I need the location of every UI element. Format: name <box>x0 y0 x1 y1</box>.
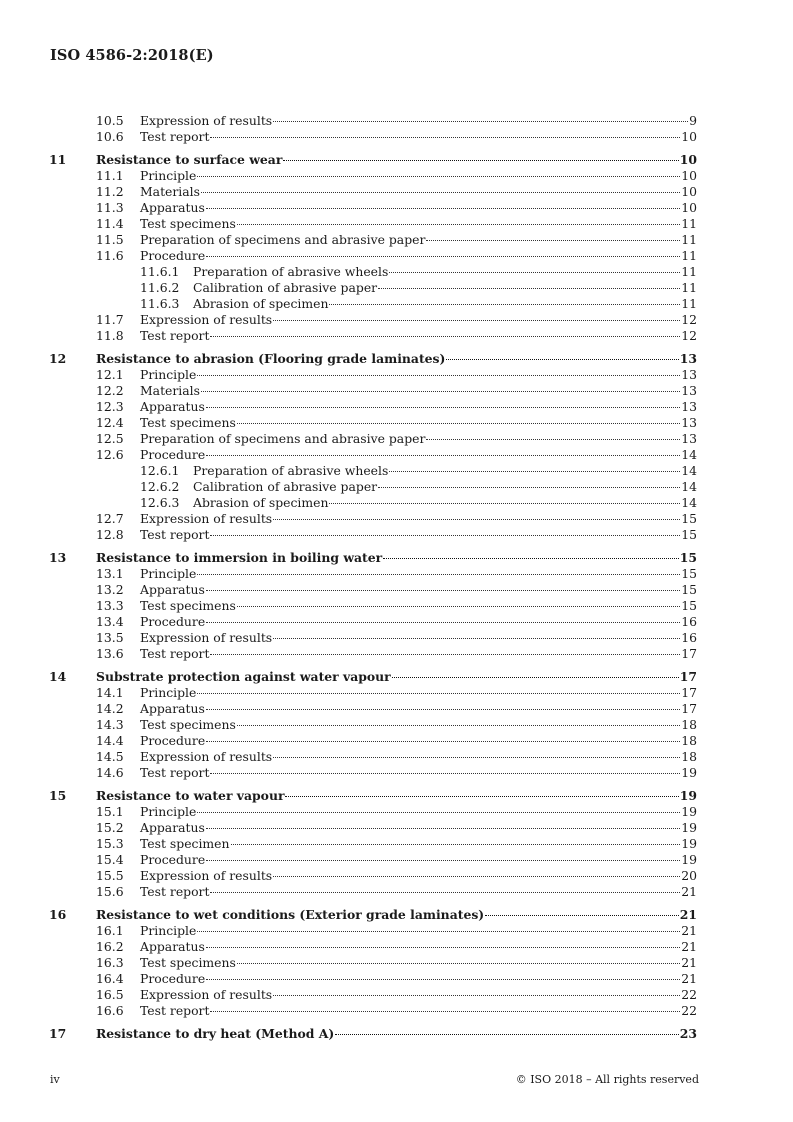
toc-entry-page: 14 <box>681 495 697 510</box>
toc-entry-number: 14.2 <box>96 701 124 716</box>
dot-leader <box>206 208 680 209</box>
toc-subclause-entry[interactable] <box>0 630 793 646</box>
toc-entry-title: Expression of results <box>140 511 273 526</box>
dot-leader <box>197 931 680 932</box>
toc-entry-number: 14.4 <box>96 733 124 748</box>
toc-subclause-entry[interactable] <box>0 971 793 987</box>
toc-entry-page: 19 <box>681 836 697 851</box>
toc-entry-title: Abrasion of specimen <box>193 296 329 311</box>
toc-entry-number: 11.4 <box>96 216 124 231</box>
toc-entry-number: 11.6.3 <box>140 296 180 311</box>
toc-entry-number: 12 <box>49 351 67 366</box>
toc-entry-title: Procedure <box>140 248 206 263</box>
toc-entry-title: Expression of results <box>140 113 273 128</box>
toc-entry-title: Principle <box>140 685 197 700</box>
toc-entry-title: Test report <box>140 646 210 661</box>
toc-subsubclause-entry[interactable] <box>0 296 793 312</box>
toc-entry-number: 13.4 <box>96 614 124 629</box>
dot-leader <box>335 1034 679 1035</box>
toc-subclause-entry[interactable] <box>0 415 793 431</box>
toc-subclause-entry[interactable] <box>0 852 793 868</box>
toc-entry-page: 22 <box>681 1003 697 1018</box>
dot-leader <box>206 860 680 861</box>
toc-entry-number: 10.5 <box>96 113 124 128</box>
toc-entry-page: 15 <box>681 582 697 597</box>
toc-entry-title: Test specimens <box>140 216 236 231</box>
toc-subclause-entry[interactable] <box>0 685 793 701</box>
toc-entry-title: Resistance to dry heat (Method A) <box>96 1026 335 1041</box>
dot-leader <box>197 574 680 575</box>
toc-entry-page: 21 <box>681 923 697 938</box>
toc-entry-number: 12.3 <box>96 399 124 414</box>
toc-clause-entry[interactable] <box>0 550 793 566</box>
toc-entry-title: Expression of results <box>140 987 273 1002</box>
toc-entry-number: 12.6.3 <box>140 495 180 510</box>
toc-subclause-entry[interactable] <box>0 614 793 630</box>
toc-entry-title: Test report <box>140 129 210 144</box>
toc-entry-number: 12.4 <box>96 415 124 430</box>
toc-entry-title: Test specimen <box>140 836 230 851</box>
toc-subclause-entry[interactable] <box>0 248 793 264</box>
toc-entry-page: 17 <box>681 685 697 700</box>
toc-entry-title: Principle <box>140 168 197 183</box>
toc-subsubclause-entry[interactable] <box>0 463 793 479</box>
toc-entry-page: 20 <box>681 868 697 883</box>
toc-entry-page: 11 <box>681 296 697 311</box>
toc-entry-title: Procedure <box>140 852 206 867</box>
toc-entry-title: Test report <box>140 527 210 542</box>
dot-leader <box>231 844 681 845</box>
page-footer <box>50 1072 699 1088</box>
toc-entry-page: 15 <box>679 550 697 565</box>
dot-leader <box>210 336 680 337</box>
dot-leader <box>273 757 680 758</box>
dot-leader <box>392 677 679 678</box>
toc-entry-number: 15.5 <box>96 868 124 883</box>
toc-entry-page: 11 <box>681 216 697 231</box>
toc-entry-number: 15.4 <box>96 852 124 867</box>
toc-entry-title: Calibration of abrasive paper <box>193 479 378 494</box>
toc-entry-title: Principle <box>140 923 197 938</box>
dot-leader <box>237 725 680 726</box>
toc-entry-page: 11 <box>681 264 697 279</box>
toc-entry-page: 21 <box>681 884 697 899</box>
toc-entry-page: 21 <box>681 955 697 970</box>
toc-entry-page: 19 <box>681 820 697 835</box>
toc-subclause-entry[interactable] <box>0 923 793 939</box>
toc-subclause-entry[interactable] <box>0 717 793 733</box>
toc-entry-number: 14.3 <box>96 717 124 732</box>
dot-leader <box>206 455 680 456</box>
toc-subclause-entry[interactable] <box>0 511 793 527</box>
toc-subclause-entry[interactable] <box>0 987 793 1003</box>
toc-entry-title: Preparation of abrasive wheels <box>193 264 389 279</box>
toc-subclause-entry[interactable] <box>0 868 793 884</box>
toc-entry-title: Preparation of specimens and abrasive paper <box>140 232 426 247</box>
dot-leader <box>210 137 680 138</box>
toc-entry-number: 11 <box>49 152 67 167</box>
toc-subclause-entry[interactable] <box>0 701 793 717</box>
toc-clause-entry[interactable] <box>0 907 793 923</box>
dot-leader <box>273 995 680 996</box>
toc-subclause-entry[interactable] <box>0 129 793 145</box>
dot-leader <box>206 947 680 948</box>
toc-entry-number: 11.7 <box>96 312 124 327</box>
toc-clause-entry[interactable] <box>0 351 793 367</box>
toc-entry-page: 10 <box>681 129 697 144</box>
toc-entry-number: 11.5 <box>96 232 124 247</box>
toc-entry-page: 15 <box>681 598 697 613</box>
toc-entry-title: Materials <box>140 383 200 398</box>
toc-entry-page: 19 <box>679 788 697 803</box>
document-id-header: ISO 4586-2:2018(E) <box>50 47 214 64</box>
toc-subclause-entry[interactable] <box>0 836 793 852</box>
dot-leader <box>273 320 680 321</box>
toc-subclause-entry[interactable] <box>0 216 793 232</box>
dot-leader <box>285 796 678 797</box>
toc-entry-number: 11.6.2 <box>140 280 180 295</box>
toc-entry-number: 14.1 <box>96 685 124 700</box>
toc-entry-page: 18 <box>681 717 697 732</box>
toc-entry-title: Apparatus <box>140 399 205 414</box>
toc-subclause-entry[interactable] <box>0 447 793 463</box>
toc-entry-number: 12.2 <box>96 383 124 398</box>
toc-subclause-entry[interactable] <box>0 955 793 971</box>
toc-entry-title: Procedure <box>140 447 206 462</box>
toc-entry-number: 13.1 <box>96 566 124 581</box>
dot-leader <box>210 654 680 655</box>
toc-subsubclause-entry[interactable] <box>0 264 793 280</box>
dot-leader <box>273 121 688 122</box>
toc-subclause-entry[interactable] <box>0 733 793 749</box>
toc-subclause-entry[interactable] <box>0 1003 793 1019</box>
toc-entry-page: 9 <box>689 113 697 128</box>
dot-leader <box>329 304 680 305</box>
toc-entry-page: 10 <box>681 184 697 199</box>
dot-leader <box>197 375 680 376</box>
dot-leader <box>210 535 680 536</box>
dot-leader <box>210 1011 680 1012</box>
dot-leader <box>273 519 680 520</box>
toc-entry-number: 12.8 <box>96 527 124 542</box>
toc-entry-title: Procedure <box>140 971 206 986</box>
dot-leader <box>237 963 680 964</box>
dot-leader <box>273 876 680 877</box>
dot-leader <box>206 256 680 257</box>
toc-entry-page: 13 <box>681 415 697 430</box>
dot-leader <box>389 471 680 472</box>
toc-subclause-entry[interactable] <box>0 765 793 781</box>
toc-subclause-entry[interactable] <box>0 113 793 129</box>
toc-entry-number: 13.2 <box>96 582 124 597</box>
dot-leader <box>426 439 680 440</box>
toc-entry-title: Principle <box>140 566 197 581</box>
toc-entry-number: 16.5 <box>96 987 124 1002</box>
toc-entry-page: 17 <box>679 669 697 684</box>
dot-leader <box>197 812 680 813</box>
page-number: iv <box>50 1073 60 1086</box>
dot-leader <box>237 606 680 607</box>
toc-entry-title: Preparation of specimens and abrasive paper <box>140 431 426 446</box>
dot-leader <box>237 224 680 225</box>
toc-entry-number: 14.6 <box>96 765 124 780</box>
toc-subclause-entry[interactable] <box>0 399 793 415</box>
toc-entry-title: Abrasion of specimen <box>193 495 329 510</box>
dot-leader <box>329 503 680 504</box>
toc-entry-page: 14 <box>681 447 697 462</box>
toc-entry-number: 16.3 <box>96 955 124 970</box>
dot-leader <box>446 359 678 360</box>
toc-entry-page: 10 <box>679 152 697 167</box>
toc-entry-title: Procedure <box>140 614 206 629</box>
toc-clause-entry[interactable] <box>0 1026 793 1042</box>
toc-entry-number: 11.3 <box>96 200 124 215</box>
dot-leader <box>383 558 679 559</box>
toc-entry-page: 13 <box>679 351 697 366</box>
dot-leader <box>206 741 680 742</box>
dot-leader <box>237 423 680 424</box>
toc-entry-number: 13.5 <box>96 630 124 645</box>
toc-entry-page: 14 <box>681 463 697 478</box>
toc-entry-page: 18 <box>681 749 697 764</box>
toc-entry-number: 12.7 <box>96 511 124 526</box>
toc-entry-title: Apparatus <box>140 820 205 835</box>
toc-entry-title: Test specimens <box>140 717 236 732</box>
toc-entry-number: 11.8 <box>96 328 124 343</box>
toc-subclause-entry[interactable] <box>0 749 793 765</box>
toc-entry-number: 12.6 <box>96 447 124 462</box>
toc-entry-page: 16 <box>681 630 697 645</box>
toc-clause-entry[interactable] <box>0 152 793 168</box>
toc-subclause-entry[interactable] <box>0 884 793 900</box>
dot-leader <box>206 590 680 591</box>
toc-entry-page: 14 <box>681 479 697 494</box>
toc-entry-title: Test report <box>140 328 210 343</box>
toc-subclause-entry[interactable] <box>0 367 793 383</box>
toc-entry-page: 12 <box>681 312 697 327</box>
dot-leader <box>426 240 680 241</box>
toc-entry-title: Principle <box>140 367 197 382</box>
toc-entry-number: 15 <box>49 788 67 803</box>
toc-entry-page: 19 <box>681 804 697 819</box>
toc-subclause-entry[interactable] <box>0 328 793 344</box>
table-of-contents <box>0 113 793 1042</box>
toc-subclause-entry[interactable] <box>0 804 793 820</box>
dot-leader <box>206 407 680 408</box>
toc-entry-page: 15 <box>681 566 697 581</box>
toc-subclause-entry[interactable] <box>0 232 793 248</box>
toc-entry-title: Principle <box>140 804 197 819</box>
dot-leader <box>197 693 680 694</box>
dot-leader <box>273 638 680 639</box>
dot-leader <box>378 288 680 289</box>
toc-entry-number: 16.1 <box>96 923 124 938</box>
toc-entry-number: 15.1 <box>96 804 124 819</box>
toc-entry-number: 15.6 <box>96 884 124 899</box>
toc-entry-page: 21 <box>679 907 697 922</box>
toc-subclause-entry[interactable] <box>0 200 793 216</box>
toc-entry-page: 12 <box>681 328 697 343</box>
toc-entry-page: 21 <box>681 939 697 954</box>
toc-entry-title: Resistance to immersion in boiling water <box>96 550 383 565</box>
toc-entry-number: 17 <box>49 1026 67 1041</box>
toc-entry-page: 18 <box>681 733 697 748</box>
dot-leader <box>378 487 680 488</box>
toc-entry-title: Expression of results <box>140 749 273 764</box>
toc-entry-number: 11.6 <box>96 248 124 263</box>
toc-entry-title: Expression of results <box>140 630 273 645</box>
toc-subclause-entry[interactable] <box>0 939 793 955</box>
toc-entry-page: 10 <box>681 168 697 183</box>
dot-leader <box>206 622 680 623</box>
toc-entry-number: 11.1 <box>96 168 124 183</box>
toc-entry-page: 10 <box>681 200 697 215</box>
toc-entry-page: 17 <box>681 646 697 661</box>
toc-entry-title: Test specimens <box>140 415 236 430</box>
toc-subclause-entry[interactable] <box>0 646 793 662</box>
toc-subclause-entry[interactable] <box>0 566 793 582</box>
toc-subclause-entry[interactable] <box>0 431 793 447</box>
toc-entry-page: 13 <box>681 367 697 382</box>
toc-entry-number: 16 <box>49 907 67 922</box>
toc-entry-title: Substrate protection against water vapour <box>96 669 391 684</box>
toc-entry-number: 13.6 <box>96 646 124 661</box>
toc-entry-number: 12.5 <box>96 431 124 446</box>
toc-entry-title: Apparatus <box>140 582 205 597</box>
dot-leader <box>485 915 679 916</box>
toc-entry-page: 13 <box>681 383 697 398</box>
toc-subclause-entry[interactable] <box>0 383 793 399</box>
dot-leader <box>283 160 678 161</box>
toc-entry-title: Expression of results <box>140 868 273 883</box>
toc-entry-title: Procedure <box>140 733 206 748</box>
toc-entry-title: Expression of results <box>140 312 273 327</box>
toc-entry-title: Test specimens <box>140 955 236 970</box>
toc-entry-number: 13.3 <box>96 598 124 613</box>
dot-leader <box>210 892 680 893</box>
toc-entry-number: 16.2 <box>96 939 124 954</box>
toc-entry-number: 14.5 <box>96 749 124 764</box>
toc-entry-page: 19 <box>681 852 697 867</box>
toc-entry-page: 13 <box>681 399 697 414</box>
dot-leader <box>201 391 680 392</box>
toc-entry-title: Apparatus <box>140 200 205 215</box>
toc-entry-page: 21 <box>681 971 697 986</box>
toc-subsubclause-entry[interactable] <box>0 495 793 511</box>
toc-entry-title: Test specimens <box>140 598 236 613</box>
toc-entry-page: 22 <box>681 987 697 1002</box>
dot-leader <box>389 272 680 273</box>
toc-entry-title: Resistance to surface wear <box>96 152 283 167</box>
toc-clause-entry[interactable] <box>0 788 793 804</box>
toc-entry-number: 12.6.2 <box>140 479 180 494</box>
toc-entry-title: Resistance to abrasion (Flooring grade laminates) <box>96 351 446 366</box>
toc-subsubclause-entry[interactable] <box>0 280 793 296</box>
toc-entry-title: Resistance to wet conditions (Exterior grade laminates) <box>96 907 485 922</box>
toc-entry-title: Preparation of abrasive wheels <box>193 463 389 478</box>
toc-subclause-entry[interactable] <box>0 582 793 598</box>
dot-leader <box>201 192 680 193</box>
toc-entry-number: 10.6 <box>96 129 124 144</box>
toc-entry-page: 15 <box>681 511 697 526</box>
toc-subclause-entry[interactable] <box>0 527 793 543</box>
toc-entry-page: 11 <box>681 232 697 247</box>
toc-clause-entry[interactable] <box>0 669 793 685</box>
toc-entry-number: 11.2 <box>96 184 124 199</box>
dot-leader <box>206 828 680 829</box>
toc-subclause-entry[interactable] <box>0 184 793 200</box>
toc-entry-title: Materials <box>140 184 200 199</box>
toc-entry-number: 16.6 <box>96 1003 124 1018</box>
toc-entry-number: 16.4 <box>96 971 124 986</box>
toc-entry-title: Apparatus <box>140 939 205 954</box>
toc-entry-title: Test report <box>140 1003 210 1018</box>
toc-entry-number: 12.1 <box>96 367 124 382</box>
toc-entry-number: 14 <box>49 669 67 684</box>
dot-leader <box>206 979 680 980</box>
toc-entry-page: 15 <box>681 527 697 542</box>
toc-entry-page: 19 <box>681 765 697 780</box>
toc-subclause-entry[interactable] <box>0 598 793 614</box>
dot-leader <box>206 709 680 710</box>
toc-subclause-entry[interactable] <box>0 168 793 184</box>
toc-entry-number: 13 <box>49 550 67 565</box>
toc-entry-page: 11 <box>681 280 697 295</box>
toc-entry-number: 15.3 <box>96 836 124 851</box>
toc-entry-number: 11.6.1 <box>140 264 180 279</box>
toc-subsubclause-entry[interactable] <box>0 479 793 495</box>
toc-subclause-entry[interactable] <box>0 820 793 836</box>
toc-entry-page: 23 <box>679 1026 697 1041</box>
dot-leader <box>210 773 680 774</box>
toc-entry-number: 12.6.1 <box>140 463 180 478</box>
copyright-notice: © ISO 2018 – All rights reserved <box>515 1073 699 1086</box>
toc-entry-page: 17 <box>681 701 697 716</box>
toc-entry-title: Test report <box>140 765 210 780</box>
toc-entry-title: Test report <box>140 884 210 899</box>
toc-entry-page: 13 <box>681 431 697 446</box>
toc-entry-title: Resistance to water vapour <box>96 788 285 803</box>
toc-entry-page: 11 <box>681 248 697 263</box>
toc-entry-number: 15.2 <box>96 820 124 835</box>
dot-leader <box>197 176 680 177</box>
toc-entry-title: Calibration of abrasive paper <box>193 280 378 295</box>
toc-entry-page: 16 <box>681 614 697 629</box>
toc-entry-title: Apparatus <box>140 701 205 716</box>
toc-subclause-entry[interactable] <box>0 312 793 328</box>
